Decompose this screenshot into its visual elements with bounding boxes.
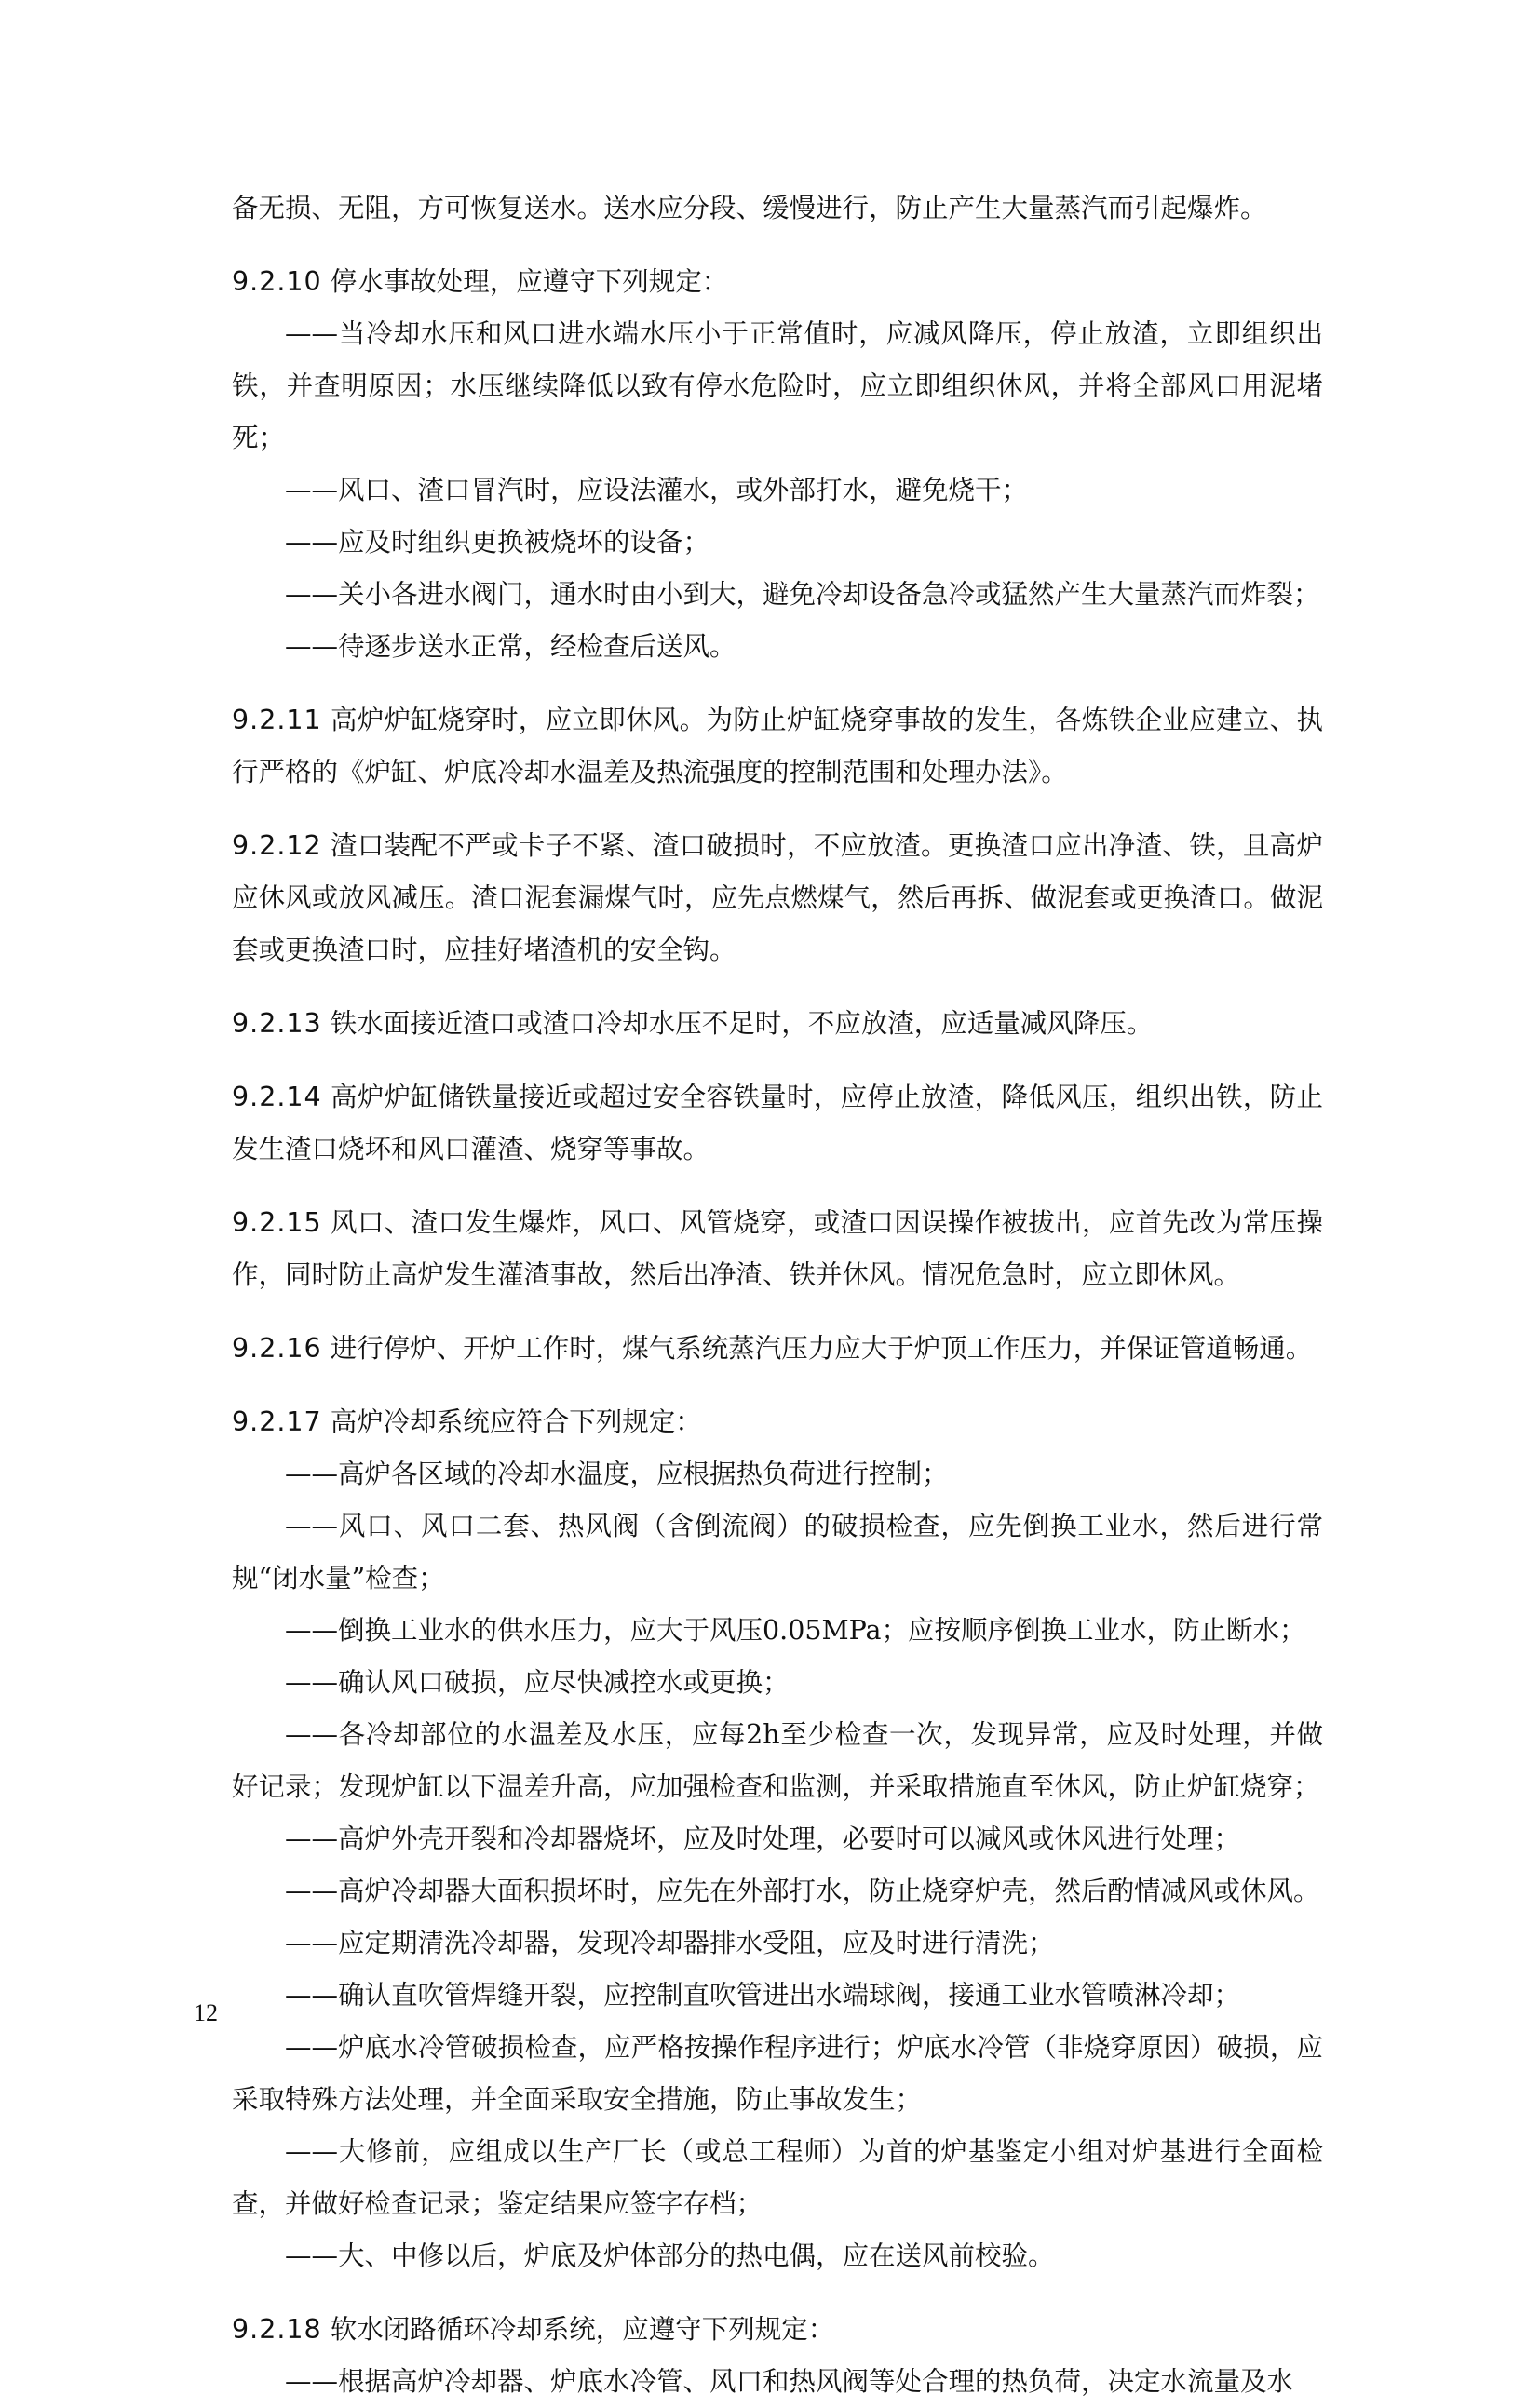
clause-number: 9.2.14 bbox=[232, 1082, 322, 1112]
page-number: 12 bbox=[194, 1999, 218, 2026]
list-item: ——确认风口破损，应尽快减控水或更换； bbox=[285, 1667, 790, 1698]
list-item: ——应定期清洗冷却器，发现冷却器排水受阻，应及时进行清洗； bbox=[285, 1928, 1055, 1958]
list-item: ——待逐步送水正常，经检查后送风。 bbox=[285, 631, 736, 662]
intro-paragraph: 备无损、无阻，方可恢复送水。送水应分段、缓慢进行，防止产生大量蒸汽而引起爆炸。 bbox=[232, 193, 1267, 223]
sections-container bbox=[232, 256, 1323, 2408]
clause-9-2-18 bbox=[232, 2304, 1323, 2356]
list-item: ——大、中修以后，炉底及炉体部分的热电偶，应在送风前校验。 bbox=[285, 2240, 1055, 2271]
list-item: ——根据高炉冷却器、炉底水冷管、风口和热风阀等处合理的热负荷，决定水流量及水 bbox=[285, 2366, 1294, 2397]
list-item: ——关小各进水阀门，通水时由小到大，避免冷却设备急冷或猛然产生大量蒸汽而炸裂； bbox=[285, 579, 1320, 610]
list-item: ——风口、风口二套、热风阀（含倒流阀）的破损检查，应先倒换工业水，然后进行常规“闭水量”检查； bbox=[232, 1511, 1323, 1594]
clause-text: 高炉冷却系统应符合下列规定： bbox=[330, 1406, 702, 1437]
clause-number: 9.2.18 bbox=[232, 2314, 322, 2345]
list-item: ——应及时组织更换被烧坏的设备； bbox=[285, 527, 710, 558]
clause-9-2-12 bbox=[232, 820, 1323, 976]
clause-9-2-11 bbox=[232, 694, 1323, 799]
clause-9-2-16 bbox=[232, 1323, 1323, 1375]
list-item: ——高炉冷却器大面积损坏时，应先在外部打水，防止烧穿炉壳，然后酌情减风或休风。 bbox=[285, 1876, 1320, 1906]
list-item: ——高炉外壳开裂和冷却器烧坏，应及时处理，必要时可以减风或休风进行处理； bbox=[285, 1823, 1241, 1854]
list-item: ——各冷却部位的水温差及水压，应每2h至少检查一次，发现异常，应及时处理，并做好记录；发现炉缸以下温差升高，应加强检查和监测，并采取措施直至休风，防止炉缸烧穿； bbox=[232, 1719, 1323, 1802]
clause-text: 风口、渣口发生爆炸，风口、风管烧穿，或渣口因误操作被拔出，应首先改为常压操作，同时防止高炉发生灌渣事故，然后出净渣、铁并休风。情况危急时，应立即休风。 bbox=[232, 1207, 1323, 1290]
clause-9-2-10 bbox=[232, 256, 1323, 308]
clause-text: 铁水面接近渣口或渣口冷却水压不足时，不应放渣，应适量减风降压。 bbox=[330, 1008, 1154, 1039]
clause-text: 渣口装配不严或卡子不紧、渣口破损时，不应放渣。更换渣口应出净渣、铁，且高炉应休风或放风减压。渣口泥套漏煤气时，应先点燃煤气，然后再拆、做泥套或更换渣口。做泥套或更换渣口时，应挂好堵渣机的安全钩。 bbox=[232, 830, 1323, 965]
clause-number: 9.2.16 bbox=[232, 1333, 322, 1364]
clause-number: 9.2.13 bbox=[232, 1008, 322, 1039]
list-item: ——风口、渣口冒汽时，应设法灌水，或外部打水，避免烧干； bbox=[285, 475, 1029, 505]
list-item: ——确认直吹管焊缝开裂，应控制直吹管进出水端球阀，接通工业水管喷淋冷却； bbox=[285, 1980, 1241, 2011]
clause-number: 9.2.12 bbox=[232, 830, 322, 861]
clause-text: 高炉炉缸烧穿时，应立即休风。为防止炉缸烧穿事故的发生，各炼铁企业应建立、执行严格的《炉缸、炉底冷却水温差及热流强度的控制范围和处理办法》。 bbox=[232, 705, 1323, 787]
clause-number: 9.2.17 bbox=[232, 1406, 322, 1437]
clause-9-2-13 bbox=[232, 998, 1323, 1050]
list-item: ——大修前，应组成以生产厂长（或总工程师）为首的炉基鉴定小组对炉基进行全面检查，并做好检查记录；鉴定结果应签字存档； bbox=[232, 2136, 1323, 2219]
clause-text: 高炉炉缸储铁量接近或超过安全容铁量时，应停止放渣，降低风压，组织出铁，防止发生渣口烧坏和风口灌渣、烧穿等事故。 bbox=[232, 1082, 1323, 1164]
list-item: ——当冷却水压和风口进水端水压小于正常值时，应减风降压，停止放渣，立即组织出铁，并查明原因；水压继续降低以致有停水危险时，应立即组织休风，并将全部风口用泥堵死； bbox=[232, 318, 1323, 453]
clause-text: 软水闭路循环冷却系统，应遵守下列规定： bbox=[330, 2314, 835, 2345]
list-item: ——倒换工业水的供水压力，应大于风压0.05MPa；应按顺序倒换工业水，防止断水； bbox=[285, 1615, 1306, 1646]
clause-9-2-14 bbox=[232, 1071, 1323, 1176]
clause-number: 9.2.10 bbox=[232, 266, 322, 297]
clause-text: 进行停炉、开炉工作时，煤气系统蒸汽压力应大于炉顶工作压力，并保证管道畅通。 bbox=[330, 1333, 1313, 1364]
clause-9-2-17 bbox=[232, 1396, 1323, 1448]
clause-text: 停水事故处理，应遵守下列规定： bbox=[330, 266, 729, 297]
list-item: ——高炉各区域的冷却水温度，应根据热负荷进行控制； bbox=[285, 1459, 949, 1489]
clause-number: 9.2.15 bbox=[232, 1207, 322, 1238]
clause-number: 9.2.11 bbox=[232, 705, 322, 735]
clause-9-2-15 bbox=[232, 1197, 1323, 1301]
list-item: ——炉底水冷管破损检查，应严格按操作程序进行；炉底水冷管（非烧穿原因）破损，应采取特殊方法处理，并全面采取安全措施，防止事故发生； bbox=[232, 2032, 1323, 2115]
document-body bbox=[232, 182, 1323, 2408]
